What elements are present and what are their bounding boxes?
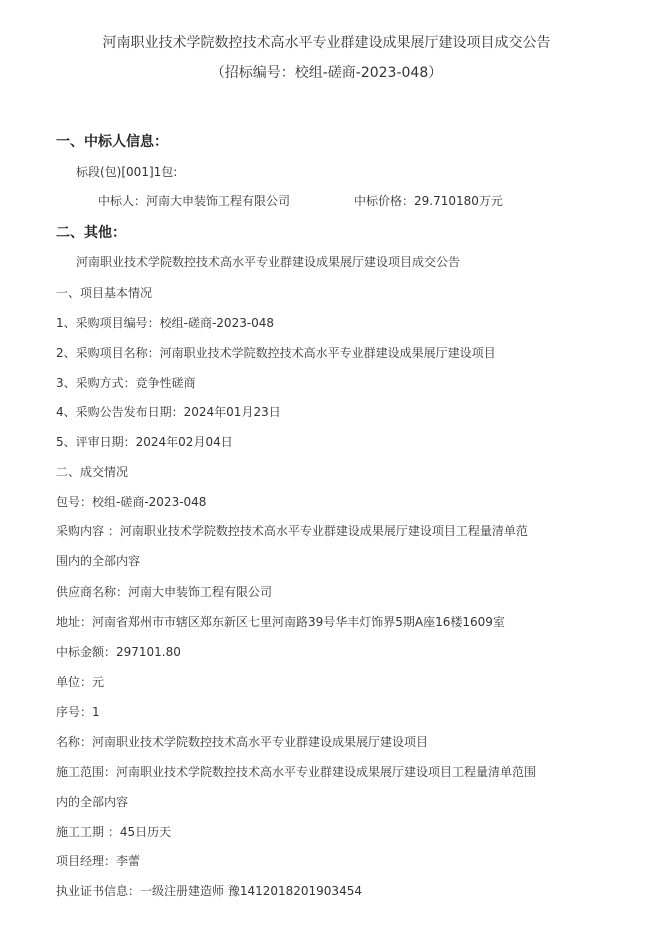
body-line: 供应商名称：河南大申装饰工程有限公司 xyxy=(56,585,273,599)
body-line: 名称：河南职业技术学院数控技术高水平专业群建设成果展厅建设项目 xyxy=(56,735,429,749)
body-line: 1、采购项目编号：校组-磋商-2023-048 xyxy=(56,316,275,330)
body-line: 采购内容 ：河南职业技术学院数控技术高水平专业群建设成果展厅建设项目工程量清单范 xyxy=(56,524,528,538)
body-line: 包号：校组-磋商-2023-048 xyxy=(56,495,207,509)
body-line: 项目经理：李蕾 xyxy=(56,854,141,868)
body-line: 地址：河南省郑州市市辖区郑东新区七里河南路39号华丰灯饰界5期A座16楼1609室 xyxy=(56,615,505,629)
body-line: 中标金额：297101.80 xyxy=(56,645,181,659)
body-line: 二、成交情况 xyxy=(56,465,129,479)
body-line: 2、采购项目名称：河南职业技术学院数控技术高水平专业群建设成果展厅建设项目 xyxy=(56,346,496,360)
body-line: 5、评审日期：2024年02月04日 xyxy=(56,435,233,449)
notice-title: 河南职业技术学院数控技术高水平专业群建设成果展厅建设项目成交公告 xyxy=(102,35,551,51)
winner-name: 中标人：河南大申装饰工程有限公司 xyxy=(98,194,291,208)
notice-subtitle: （招标编号：校组-磋商-2023-048） xyxy=(210,65,443,81)
body-line: 河南职业技术学院数控技术高水平专业群建设成果展厅建设项目成交公告 xyxy=(76,255,461,269)
body-line: 施工范围：河南职业技术学院数控技术高水平专业群建设成果展厅建设项目工程量清单范围 xyxy=(56,765,537,779)
body-line: 3、采购方式：竞争性磋商 xyxy=(56,376,196,390)
body-line: 4、采购公告发布日期：2024年01月23日 xyxy=(56,405,281,419)
lot-label: 标段(包)[001]1包: xyxy=(76,165,178,179)
body-line: 序号：1 xyxy=(56,705,100,719)
body-line: 围内的全部内容 xyxy=(56,554,141,568)
winner-price: 中标价格：29.710180万元 xyxy=(354,194,503,208)
section-heading-other: 二、其他： xyxy=(56,225,126,241)
body-line: 一、项目基本情况 xyxy=(56,286,153,300)
body-line: 执业证书信息：一级注册建造师 豫1412018201903454 xyxy=(56,884,362,898)
section-heading-winner: 一、中标人信息： xyxy=(56,134,168,150)
body-line: 内的全部内容 xyxy=(56,795,129,809)
body-line: 施工工期 ：45日历天 xyxy=(56,825,172,839)
body-line: 单位：元 xyxy=(56,675,105,689)
